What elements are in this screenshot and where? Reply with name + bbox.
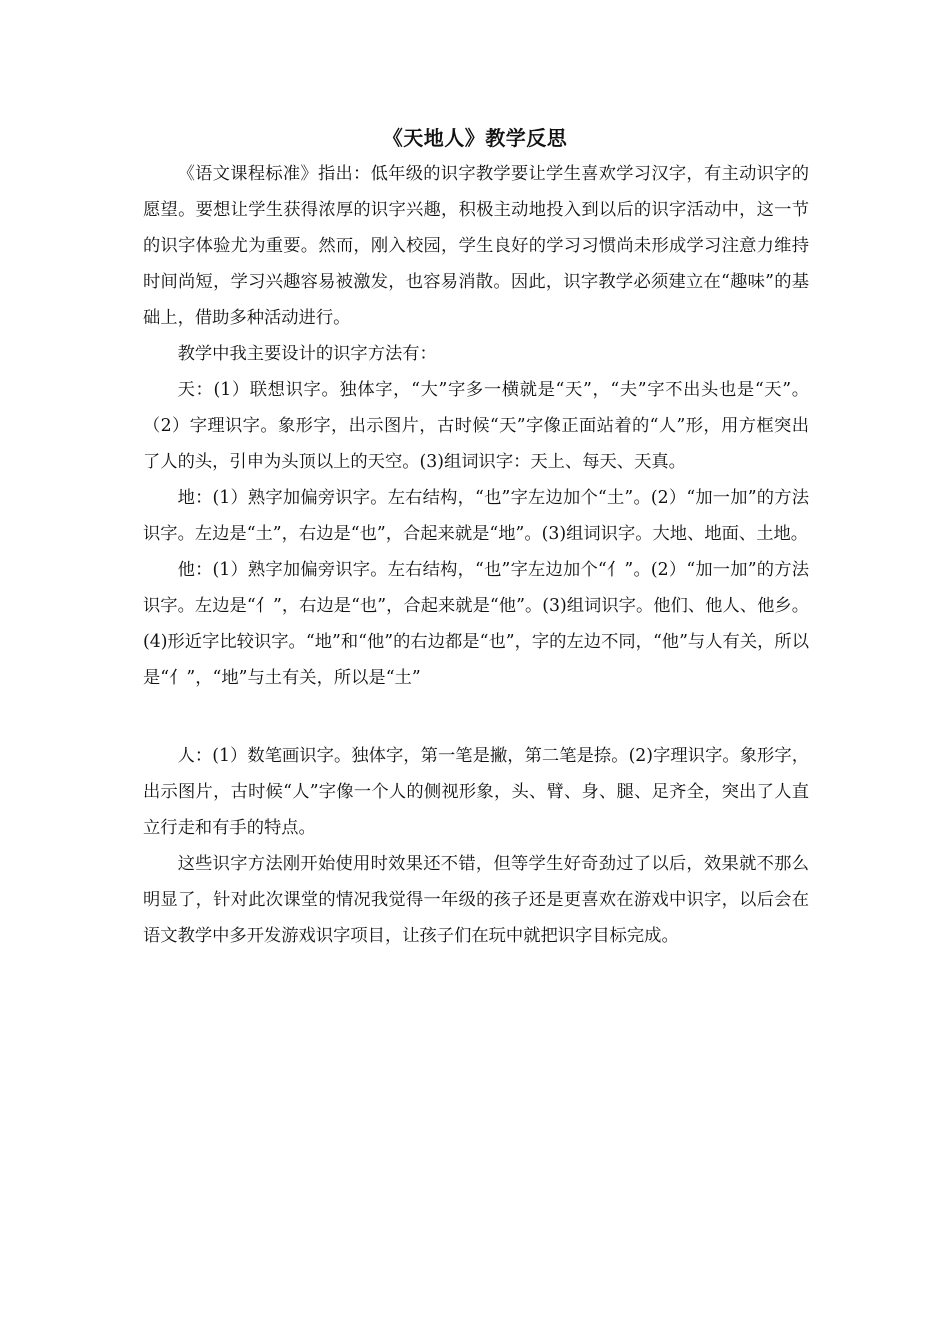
- paragraph-ta: 他：(1）熟字加偏旁识字。左右结构，“也”字左边加个“亻”。(2）“加一加”的方法识字。左边是“亻”，右边是“也”，合起来就是“他”。(3)组词识字。他们、他人、他乡。(4)形近字比较识字。“地”和“他”的右边都是“也”，字的左边不同，“他”与人有关，所以是“亻”，“地”与土有关，所以是“土”: [143, 560, 809, 688]
- paragraph-gap: [143, 696, 809, 738]
- paragraph-methods-intro: 教学中我主要设计的识字方法有：: [177, 344, 437, 364]
- document-title: 《天地人》教学反思: [382, 126, 568, 150]
- paragraph-intro: 《语文课程标准》指出：低年级的识字教学要让学生喜欢学习汉字，有主动识字的愿望。要想让学生获得浓厚的识字兴趣，积极主动地投入到以后的识字活动中，这一节的识字体验尤为重要。然而，刚入校园，学生良好的学习习惯尚未形成学习注意力维持时间尚短，学习兴趣容易被激发，也容易消散。因此，识字教学必须建立在“趣味”的基础上，借助多种活动进行。: [143, 164, 809, 328]
- paragraph-di: 地：(1）熟字加偏旁识字。左右结构，“也”字左边加个“土”。(2）“加一加”的方法识字。左边是“土”，右边是“也”，合起来就是“地”。(3)组词识字。大地、地面、土地。: [143, 488, 809, 544]
- paragraph-tian: 天：(1）联想识字。独体字，“大”字多一横就是“天”，“夫”字不出头也是“天”。（2）字理识字。象形字，出示图片，古时候“天”字像正面站着的“人”形，用方框突出了人的头，引申为头顶以上的天空。(3)组词识字：天上、每天、天真。: [143, 380, 809, 472]
- paragraph-ren: 人：(1）数笔画识字。独体字，第一笔是撇，第二笔是捺。(2)字理识字。象形字，出示图片，古时候“人”字像一个人的侧视形象，头、臂、身、腿、足齐全，突出了人直立行走和有手的特点。: [143, 746, 809, 838]
- paragraph-conclusion: 这些识字方法刚开始使用时效果还不错，但等学生好奇劲过了以后，效果就不那么明显了，针对此次课堂的情况我觉得一年级的孩子还是更喜欢在游戏中识字，以后会在语文教学中多开发游戏识字项目，让孩子们在玩中就把识字目标完成。: [143, 854, 809, 946]
- document-body: [143, 156, 809, 954]
